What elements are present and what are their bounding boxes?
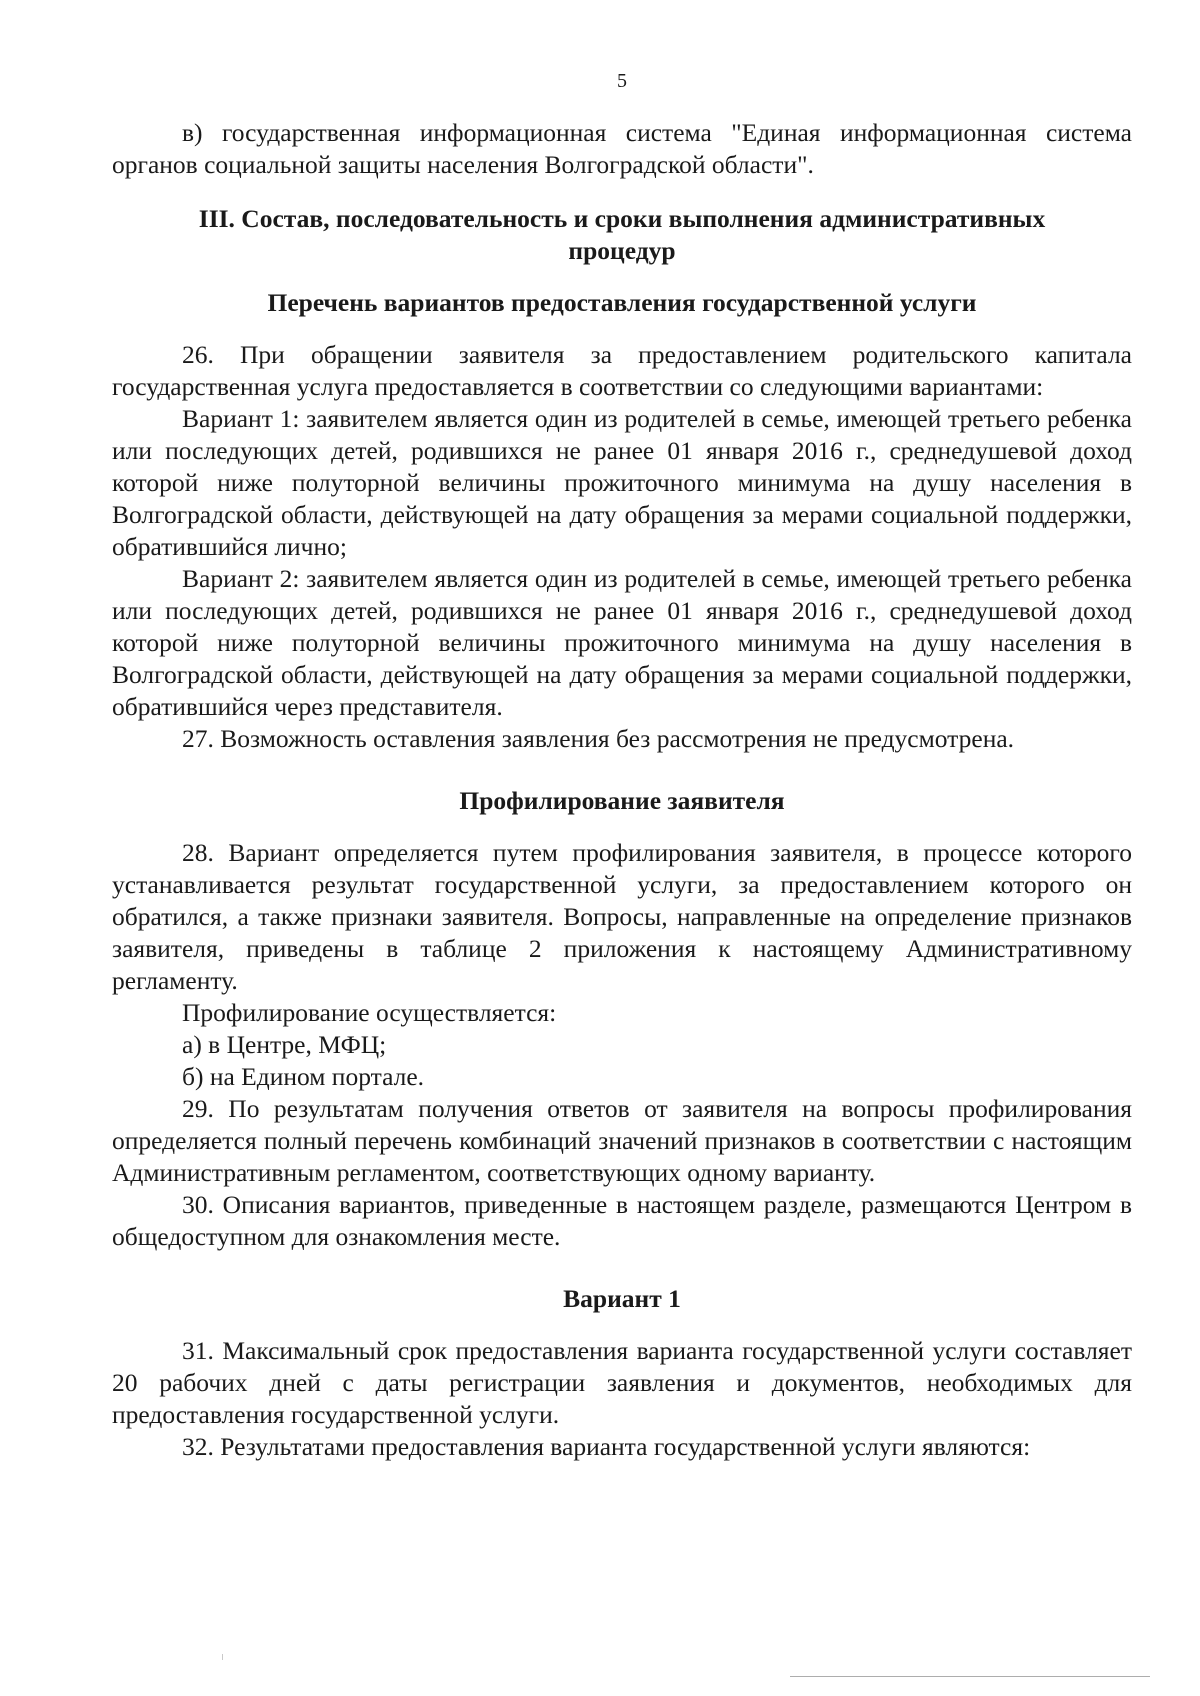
paragraph-26: 26. При обращении заявителя за предоставлением родительского капитала государственная услуга предоставляется в соответствии со следующими вариантами: (112, 340, 1132, 401)
paragraph-intro-v: в) государственная информационная система "Единая информационная система органов социальной защиты населения Волгоградской области". (112, 118, 1132, 179)
section-3-heading: III. Состав, последовательность и сроки выполнения административных процедур (198, 204, 1046, 265)
profiling-heading: Профилирование заявителя (459, 786, 785, 815)
paragraph-30: 30. Описания вариантов, приведенные в настоящем разделе, размещаются Центром в общедоступном для ознакомления месте. (112, 1190, 1132, 1251)
paragraph-profiling-a: а) в Центре, МФЦ; (182, 1030, 387, 1059)
paragraph-profiling-b: б) на Едином портале. (182, 1062, 425, 1091)
paragraph-variant-2: Вариант 2: заявителем является один из родителей в семье, имеющей третьего ребенка или последующих детей, родившихся не ранее 01 января 2016 г., среднедушевой доход которой ниже полуторной величины прожиточного минимума на душу населения в Волгоградской области, действующей на дату обращения за мерами социальной поддержки, обратившийся через представителя. (112, 564, 1132, 721)
paragraph-variant-1: Вариант 1: заявителем является один из родителей в семье, имеющей третьего ребенка или последующих детей, родившихся не ранее 01 января 2016 г., среднедушевой доход которой ниже полуторной величины прожиточного минимума на душу населения в Волгоградской области, действующей на дату обращения за мерами социальной поддержки, обратившийся лично; (112, 404, 1132, 561)
page-number: 5 (617, 70, 627, 92)
scan-artifact-dot (222, 1654, 223, 1660)
document-body (112, 117, 1132, 1463)
paragraph-31: 31. Максимальный срок предоставления варианта государственной услуги составляет 20 рабочих дней с даты регистрации заявления и документов, необходимых для предоставления государственной услуги. (112, 1336, 1132, 1429)
variant-1-heading: Вариант 1 (563, 1284, 681, 1313)
paragraph-29: 29. По результатам получения ответов от заявителя на вопросы профилирования определяется полный перечень комбинаций значений признаков в соответствии с настоящим Административным регламентом, соответствующих одному варианту. (112, 1094, 1132, 1187)
paragraph-27: 27. Возможность оставления заявления без рассмотрения не предусмотрена. (182, 724, 1015, 753)
paragraph-28: 28. Вариант определяется путем профилирования заявителя, в процессе которого устанавливается результат государственной услуги, за предоставлением которого он обратился, а также признаки заявителя. Вопросы, направленные на определение признаков заявителя, приведены в таблице 2 приложения к настоящему Административному регламенту. (112, 838, 1132, 995)
paragraph-32: 32. Результатами предоставления варианта государственной услуги являются: (182, 1432, 1031, 1461)
paragraph-profiling-intro: Профилирование осуществляется: (182, 998, 557, 1027)
scan-artifact-bottom-line (790, 1676, 1150, 1677)
variants-list-heading: Перечень вариантов предоставления государственной услуги (267, 288, 977, 317)
